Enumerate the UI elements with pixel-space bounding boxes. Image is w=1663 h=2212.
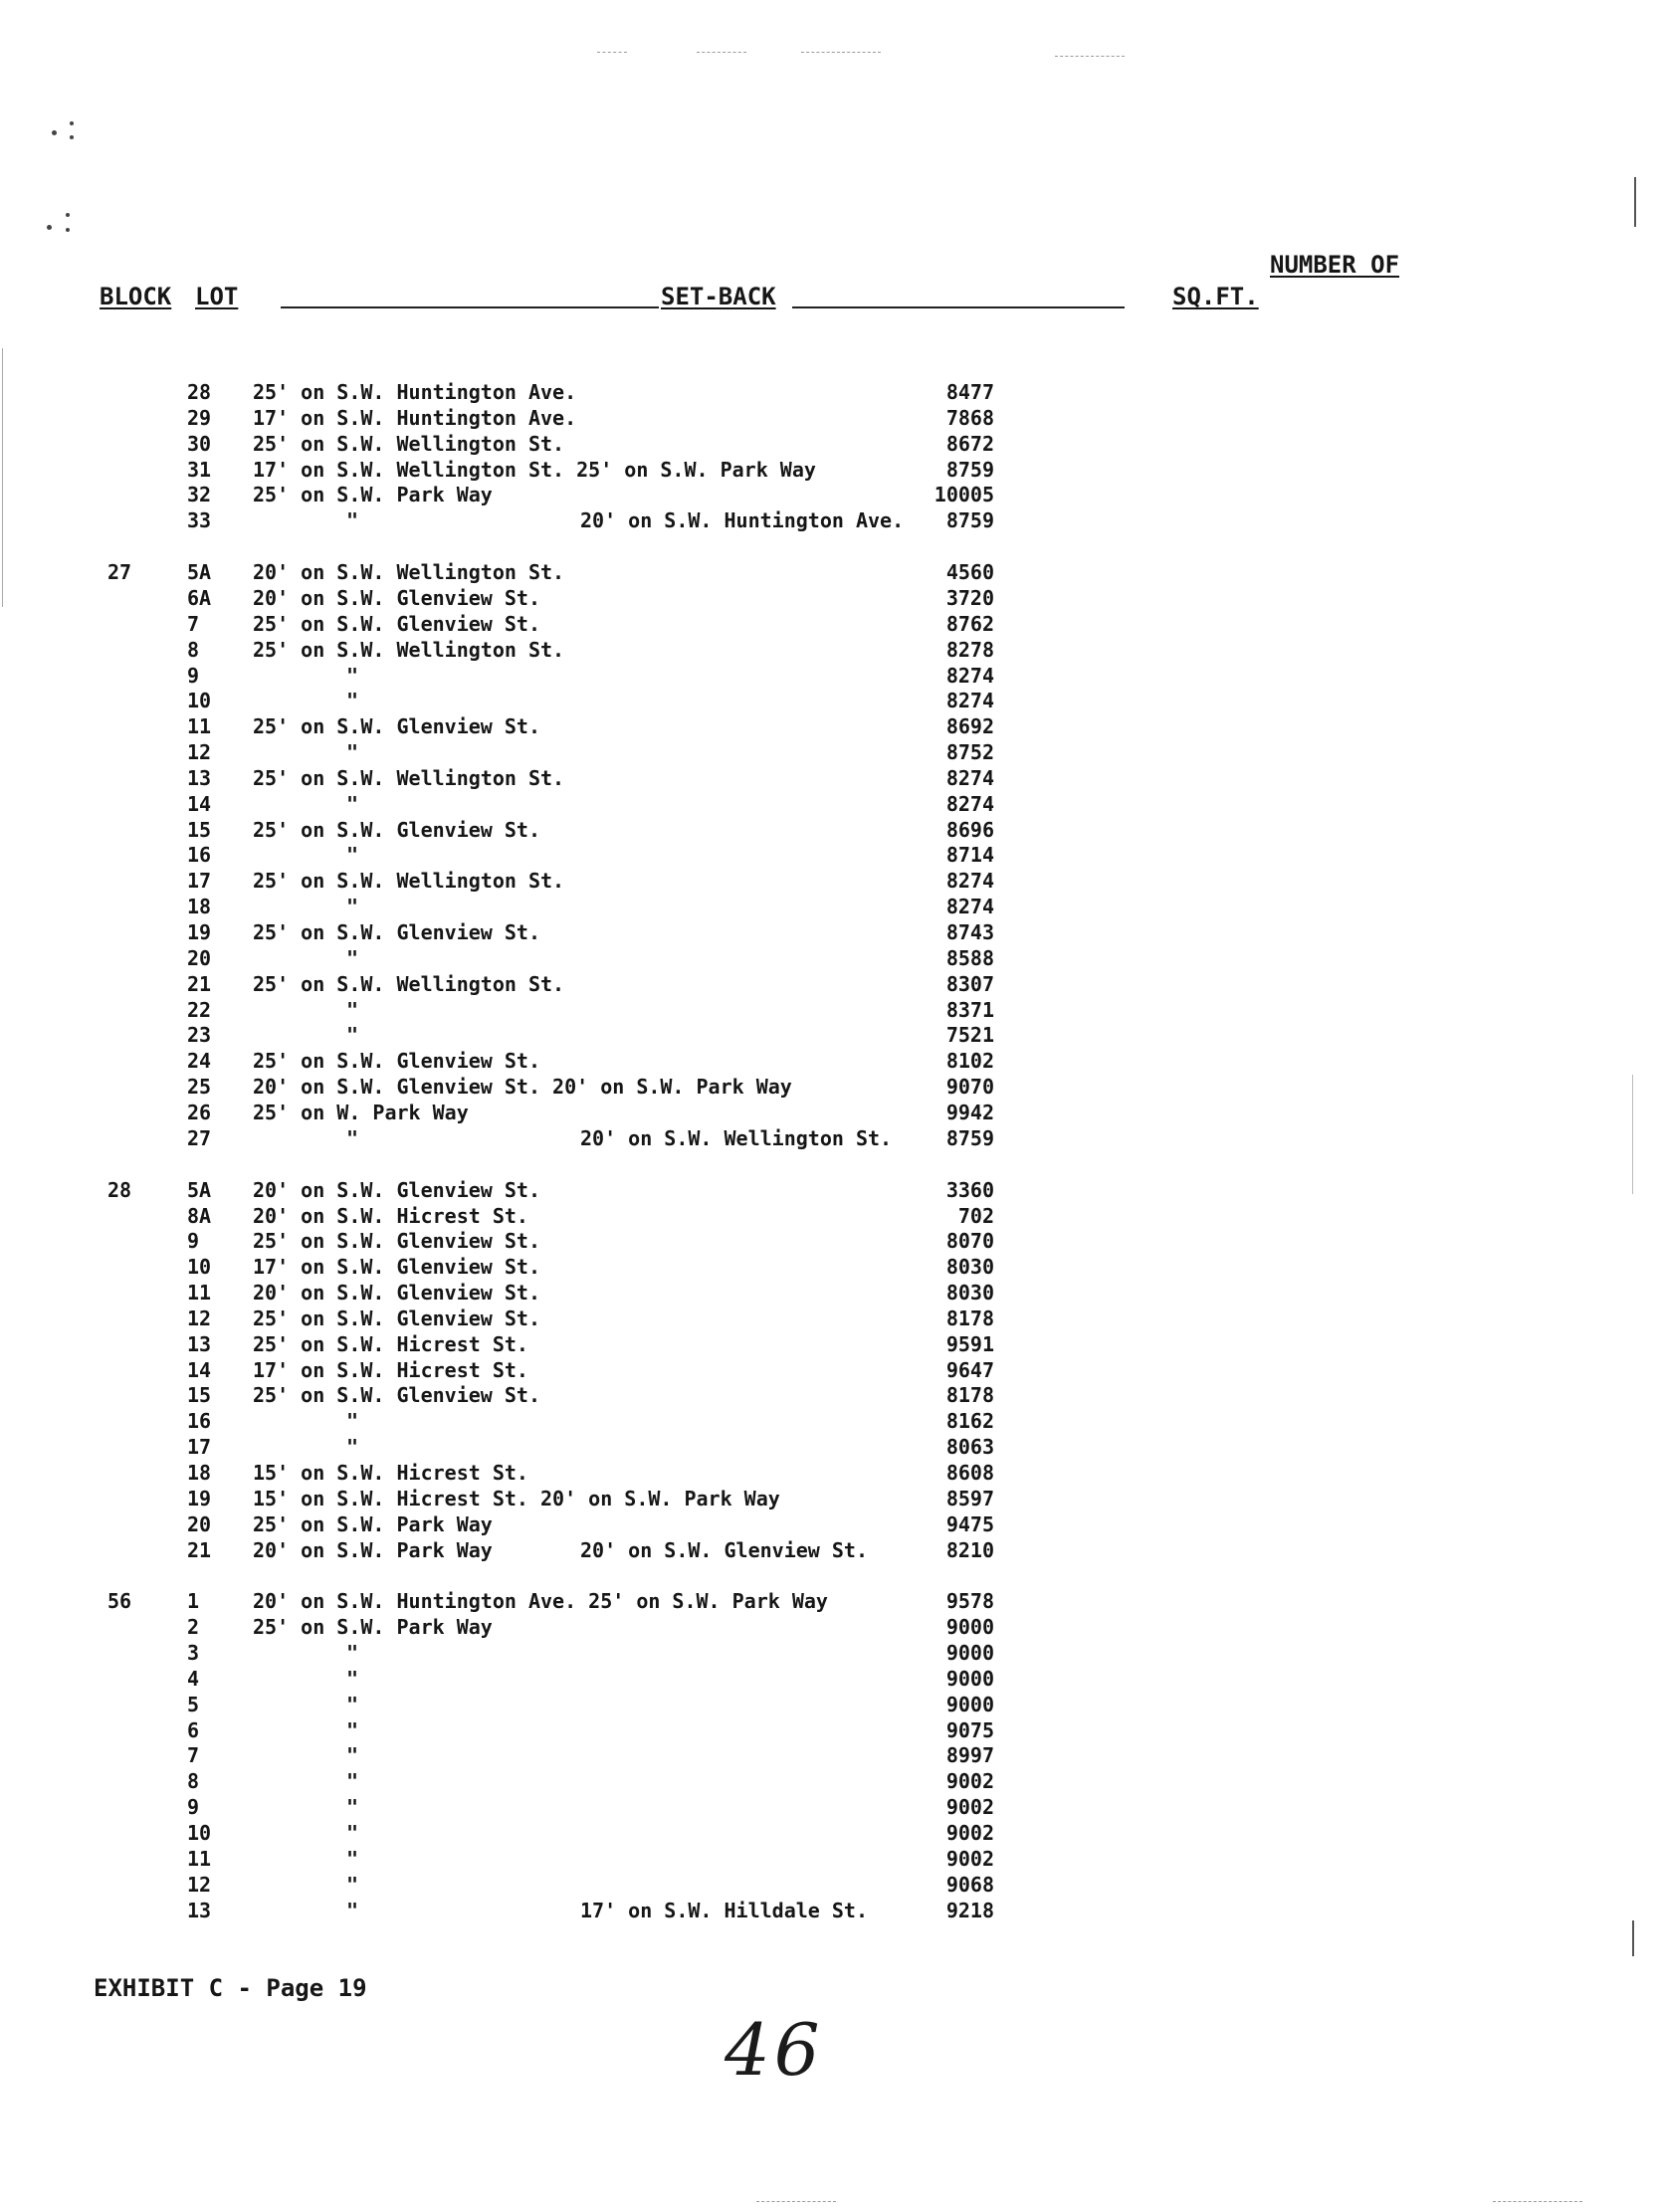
setback-cell: 20' on S.W. Wellington St. <box>253 560 565 584</box>
lot-cell: 21 <box>187 1538 212 1562</box>
table-row <box>0 1125 1095 1151</box>
table-row <box>0 894 1095 919</box>
ditto-mark: " <box>346 1641 359 1665</box>
table-row <box>0 971 1095 997</box>
lot-cell: 19 <box>187 920 212 944</box>
sqft-cell: 9578 <box>945 1589 994 1613</box>
table-row <box>0 1588 1095 1614</box>
sqft-cell: 7521 <box>945 1023 994 1047</box>
lot-cell: 25 <box>187 1075 212 1099</box>
lot-cell: 7 <box>187 612 200 636</box>
sqft-cell: 9002 <box>945 1821 994 1845</box>
lot-cell: 4 <box>187 1667 200 1691</box>
secondary-setback-cell: 20' on S.W. Huntington Ave. <box>580 508 905 532</box>
ditto-mark: " <box>346 998 359 1022</box>
table-row <box>0 713 1095 739</box>
lot-cell: 12 <box>187 740 212 764</box>
column-header-block: BLOCK <box>100 283 172 310</box>
table-row <box>0 559 1095 585</box>
lot-cell: 14 <box>187 1358 212 1382</box>
scan-speck <box>70 121 74 125</box>
table-row <box>0 739 1095 765</box>
sqft-cell: 9070 <box>945 1075 994 1099</box>
sqft-cell: 8714 <box>945 843 994 867</box>
scan-speck <box>66 228 70 232</box>
setback-cell: 20' on S.W. Glenview St. 20' on S.W. Park Way <box>253 1075 792 1099</box>
exhibit-page-label: EXHIBIT C - Page 19 <box>94 1974 367 2002</box>
setback-cell: 17' on S.W. Hicrest St. <box>253 1358 528 1382</box>
lot-cell: 13 <box>187 1332 212 1356</box>
ditto-mark: " <box>346 1873 359 1897</box>
sqft-cell: 8743 <box>945 920 994 944</box>
table-row <box>0 431 1095 457</box>
sqft-cell: 8692 <box>945 714 994 738</box>
lot-cell: 14 <box>187 792 212 816</box>
sqft-cell: 9000 <box>945 1667 994 1691</box>
table-row <box>0 997 1095 1023</box>
lot-cell: 10 <box>187 1821 212 1845</box>
lot-cell: 7 <box>187 1743 200 1767</box>
lot-cell: 13 <box>187 1899 212 1922</box>
sqft-cell: 9000 <box>945 1641 994 1665</box>
ditto-mark: " <box>346 740 359 764</box>
lot-cell: 26 <box>187 1101 212 1124</box>
sqft-cell: 8588 <box>945 946 994 970</box>
table-row <box>0 1486 1095 1511</box>
setback-cell: 20' on S.W. Park Way <box>253 1538 493 1562</box>
setback-cell: 17' on S.W. Huntington Ave. <box>253 406 577 430</box>
sqft-cell: 4560 <box>945 560 994 584</box>
lot-cell: 11 <box>187 714 212 738</box>
lot-cell: 15 <box>187 1383 212 1407</box>
sqft-cell: 8274 <box>945 689 994 712</box>
table-row <box>0 1254 1095 1280</box>
setback-cell: 15' on S.W. Hicrest St. <box>253 1461 528 1485</box>
lot-cell: 30 <box>187 432 212 456</box>
sqft-cell: 8178 <box>945 1307 994 1330</box>
ditto-mark: " <box>346 792 359 816</box>
table-row <box>0 1872 1095 1898</box>
header-rule-right <box>792 306 1125 308</box>
scan-top-dash <box>801 52 881 53</box>
setback-cell: 17' on S.W. Glenview St. <box>253 1255 540 1279</box>
lot-cell: 12 <box>187 1873 212 1897</box>
ditto-mark: " <box>346 1693 359 1716</box>
sqft-cell: 8178 <box>945 1383 994 1407</box>
sqft-cell: 8278 <box>945 638 994 662</box>
header-rule-left <box>281 306 659 308</box>
lot-cell: 22 <box>187 998 212 1022</box>
table-row <box>0 868 1095 894</box>
setback-cell: 25' on S.W. Glenview St. <box>253 920 540 944</box>
table-row <box>0 842 1095 868</box>
ditto-mark: " <box>346 843 359 867</box>
lot-cell: 29 <box>187 406 212 430</box>
block-cell: 56 <box>107 1589 132 1613</box>
setback-cell: 25' on S.W. Glenview St. <box>253 1049 540 1073</box>
scan-top-dash <box>597 52 627 53</box>
sqft-cell: 8597 <box>945 1487 994 1510</box>
setback-cell: 25' on S.W. Park Way <box>253 1615 493 1639</box>
table-row <box>0 1768 1095 1794</box>
sqft-cell: 9647 <box>945 1358 994 1382</box>
table-row <box>0 1331 1095 1357</box>
sqft-cell: 8997 <box>945 1743 994 1767</box>
lot-cell: 15 <box>187 818 212 842</box>
table-row <box>0 945 1095 971</box>
setback-cell: 20' on S.W. Hicrest St. <box>253 1204 528 1228</box>
setback-cell: 25' on S.W. Hicrest St. <box>253 1332 528 1356</box>
setback-cell: 25' on S.W. Wellington St. <box>253 869 565 893</box>
sqft-cell: 3720 <box>945 586 994 610</box>
lot-cell: 5 <box>187 1693 200 1716</box>
ditto-mark: " <box>346 689 359 712</box>
table-row <box>0 507 1095 533</box>
scan-top-dash <box>1055 56 1125 57</box>
ditto-mark: " <box>346 1899 359 1922</box>
secondary-setback-cell: 20' on S.W. Wellington St. <box>580 1126 893 1150</box>
setback-cell: 25' on S.W. Park Way <box>253 483 493 506</box>
lot-cell: 10 <box>187 689 212 712</box>
lot-cell: 18 <box>187 1461 212 1485</box>
setback-cell: 20' on S.W. Glenview St. <box>253 1178 540 1202</box>
sqft-cell: 8608 <box>945 1461 994 1485</box>
ditto-mark: " <box>346 1847 359 1871</box>
scan-top-dash <box>697 52 746 53</box>
sqft-cell: 8759 <box>945 1126 994 1150</box>
sqft-cell: 8030 <box>945 1281 994 1305</box>
table-row <box>0 1280 1095 1306</box>
lot-cell: 3 <box>187 1641 200 1665</box>
table-row <box>0 791 1095 817</box>
sqft-cell: 3360 <box>945 1178 994 1202</box>
lot-cell: 28 <box>187 380 212 404</box>
lot-cell: 8A <box>187 1204 212 1228</box>
ditto-mark: " <box>346 1667 359 1691</box>
ditto-mark: " <box>346 508 359 532</box>
lot-cell: 17 <box>187 1435 212 1459</box>
sqft-cell: 9002 <box>945 1769 994 1793</box>
sqft-cell: 9002 <box>945 1847 994 1871</box>
lot-cell: 18 <box>187 895 212 918</box>
sqft-cell: 9068 <box>945 1873 994 1897</box>
lot-cell: 1 <box>187 1589 200 1613</box>
scan-speck <box>70 135 74 139</box>
scan-edge-mark <box>1632 1920 1634 1956</box>
table-row <box>0 1022 1095 1048</box>
lot-cell: 9 <box>187 664 200 688</box>
table-row <box>0 1357 1095 1383</box>
sqft-cell: 9075 <box>945 1718 994 1742</box>
lot-cell: 16 <box>187 1409 212 1433</box>
lot-cell: 33 <box>187 508 212 532</box>
table-row <box>0 919 1095 945</box>
table-row <box>0 457 1095 483</box>
sqft-cell: 10005 <box>934 483 994 506</box>
lot-cell: 19 <box>187 1487 212 1510</box>
setback-cell: 25' on S.W. Wellington St. <box>253 638 565 662</box>
table-row <box>0 585 1095 611</box>
lot-cell: 32 <box>187 483 212 506</box>
lot-cell: 9 <box>187 1795 200 1819</box>
column-header-number-of: NUMBER OF <box>1270 251 1400 279</box>
ditto-mark: " <box>346 1409 359 1433</box>
table-row <box>0 1898 1095 1923</box>
scan-speck <box>47 225 52 230</box>
sqft-cell: 9475 <box>945 1512 994 1536</box>
lot-cell: 20 <box>187 1512 212 1536</box>
sqft-cell: 8274 <box>945 895 994 918</box>
sqft-cell: 7868 <box>945 406 994 430</box>
sqft-cell: 8274 <box>945 792 994 816</box>
setback-cell: 17' on S.W. Wellington St. 25' on S.W. Park Way <box>253 458 816 482</box>
secondary-setback-cell: 17' on S.W. Hilldale St. <box>580 1899 868 1922</box>
sqft-cell: 9218 <box>945 1899 994 1922</box>
table-row <box>0 1074 1095 1100</box>
ditto-mark: " <box>346 1821 359 1845</box>
ditto-mark: " <box>346 1023 359 1047</box>
ditto-mark: " <box>346 1435 359 1459</box>
table-row <box>0 1820 1095 1846</box>
lot-cell: 31 <box>187 458 212 482</box>
setback-cell: 25' on S.W. Glenview St. <box>253 1229 540 1253</box>
ditto-mark: " <box>346 1769 359 1793</box>
setback-cell: 25' on S.W. Glenview St. <box>253 714 540 738</box>
column-header-lot: LOT <box>195 283 239 310</box>
ditto-mark: " <box>346 664 359 688</box>
sqft-cell: 8274 <box>945 664 994 688</box>
lot-cell: 16 <box>187 843 212 867</box>
setback-cell: 25' on S.W. Glenview St. <box>253 1307 540 1330</box>
block-cell: 28 <box>107 1178 132 1202</box>
ditto-mark: " <box>346 1718 359 1742</box>
table-row <box>0 1177 1095 1203</box>
table-row <box>0 1228 1095 1254</box>
table-row <box>0 1382 1095 1408</box>
sqft-cell: 8210 <box>945 1538 994 1562</box>
setback-cell: 25' on S.W. Glenview St. <box>253 612 540 636</box>
lot-cell: 20 <box>187 946 212 970</box>
table-row <box>0 1692 1095 1717</box>
sqft-cell: 8696 <box>945 818 994 842</box>
table-row <box>0 379 1095 405</box>
scan-bottom-dash <box>1493 2201 1582 2202</box>
sqft-cell: 8063 <box>945 1435 994 1459</box>
handwritten-page-number: 46 <box>725 2008 824 2092</box>
sqft-cell: 9942 <box>945 1101 994 1124</box>
sqft-cell: 8672 <box>945 432 994 456</box>
setback-cell: 15' on S.W. Hicrest St. 20' on S.W. Park Way <box>253 1487 780 1510</box>
lot-cell: 9 <box>187 1229 200 1253</box>
setback-cell: 20' on S.W. Huntington Ave. 25' on S.W. Park Way <box>253 1589 828 1613</box>
setback-cell: 20' on S.W. Glenview St. <box>253 1281 540 1305</box>
setback-cell: 25' on W. Park Way <box>253 1101 469 1124</box>
table-row <box>0 1048 1095 1074</box>
lot-cell: 8 <box>187 638 200 662</box>
sqft-cell: 8162 <box>945 1409 994 1433</box>
sqft-cell: 8274 <box>945 869 994 893</box>
setback-cell: 25' on S.W. Glenview St. <box>253 818 540 842</box>
table-row <box>0 1614 1095 1640</box>
lot-cell: 11 <box>187 1847 212 1871</box>
table-row <box>0 1537 1095 1563</box>
column-header-sq-ft: SQ.FT. <box>1172 283 1259 310</box>
ditto-mark: " <box>346 1743 359 1767</box>
sqft-cell: 8274 <box>945 766 994 790</box>
lot-cell: 8 <box>187 1769 200 1793</box>
ditto-mark: " <box>346 1126 359 1150</box>
table-row <box>0 1640 1095 1666</box>
table-row <box>0 1408 1095 1434</box>
sqft-cell: 9002 <box>945 1795 994 1819</box>
sqft-cell: 8030 <box>945 1255 994 1279</box>
sqft-cell: 9591 <box>945 1332 994 1356</box>
lot-cell: 5A <box>187 560 212 584</box>
table-row <box>0 1434 1095 1460</box>
table-row <box>0 1794 1095 1820</box>
table-row <box>0 1306 1095 1331</box>
sqft-cell: 8102 <box>945 1049 994 1073</box>
setback-cell: 25' on S.W. Wellington St. <box>253 432 565 456</box>
lot-cell: 2 <box>187 1615 200 1639</box>
sqft-cell: 8477 <box>945 380 994 404</box>
table-row <box>0 817 1095 843</box>
table-row <box>0 482 1095 507</box>
sqft-cell: 8307 <box>945 972 994 996</box>
sqft-cell: 9000 <box>945 1693 994 1716</box>
lot-cell: 10 <box>187 1255 212 1279</box>
setback-cell: 25' on S.W. Wellington St. <box>253 972 565 996</box>
lot-cell: 21 <box>187 972 212 996</box>
table-row <box>0 1460 1095 1486</box>
ditto-mark: " <box>346 1795 359 1819</box>
table-row <box>0 663 1095 689</box>
lot-cell: 27 <box>187 1126 212 1150</box>
scan-speck <box>66 213 70 217</box>
sqft-cell: 8762 <box>945 612 994 636</box>
table-row <box>0 637 1095 663</box>
setback-cell: 25' on S.W. Glenview St. <box>253 1383 540 1407</box>
table-row <box>0 688 1095 713</box>
block-cell: 27 <box>107 560 132 584</box>
table-row <box>0 1100 1095 1125</box>
sqft-cell: 702 <box>957 1204 994 1228</box>
table-row <box>0 405 1095 431</box>
sqft-cell: 8070 <box>945 1229 994 1253</box>
sqft-cell: 8759 <box>945 508 994 532</box>
table-row <box>0 611 1095 637</box>
table-row <box>0 1846 1095 1872</box>
secondary-setback-cell: 20' on S.W. Glenview St. <box>580 1538 868 1562</box>
sqft-cell: 8759 <box>945 458 994 482</box>
lot-cell: 6A <box>187 586 212 610</box>
lot-cell: 17 <box>187 869 212 893</box>
setback-cell: 25' on S.W. Park Way <box>253 1512 493 1536</box>
sqft-cell: 9000 <box>945 1615 994 1639</box>
scan-edge-mark <box>1634 177 1636 227</box>
setback-cell: 25' on S.W. Huntington Ave. <box>253 380 577 404</box>
table-row <box>0 1717 1095 1743</box>
table-row <box>0 1742 1095 1768</box>
scan-bottom-dash <box>756 2201 836 2202</box>
table-row <box>0 1666 1095 1692</box>
setback-cell: 25' on S.W. Wellington St. <box>253 766 565 790</box>
lot-cell: 12 <box>187 1307 212 1330</box>
table-row <box>0 1203 1095 1229</box>
column-header-setback: SET-BACK <box>661 283 776 310</box>
lot-cell: 11 <box>187 1281 212 1305</box>
lot-cell: 13 <box>187 766 212 790</box>
ditto-mark: " <box>346 946 359 970</box>
sqft-cell: 8371 <box>945 998 994 1022</box>
table-row <box>0 765 1095 791</box>
setback-cell: 20' on S.W. Glenview St. <box>253 586 540 610</box>
lot-cell: 6 <box>187 1718 200 1742</box>
scan-speck <box>52 130 57 135</box>
table-row <box>0 1511 1095 1537</box>
scan-edge-mark <box>1632 1075 1633 1194</box>
lot-cell: 24 <box>187 1049 212 1073</box>
sqft-cell: 8752 <box>945 740 994 764</box>
lot-cell: 23 <box>187 1023 212 1047</box>
ditto-mark: " <box>346 895 359 918</box>
lot-cell: 5A <box>187 1178 212 1202</box>
